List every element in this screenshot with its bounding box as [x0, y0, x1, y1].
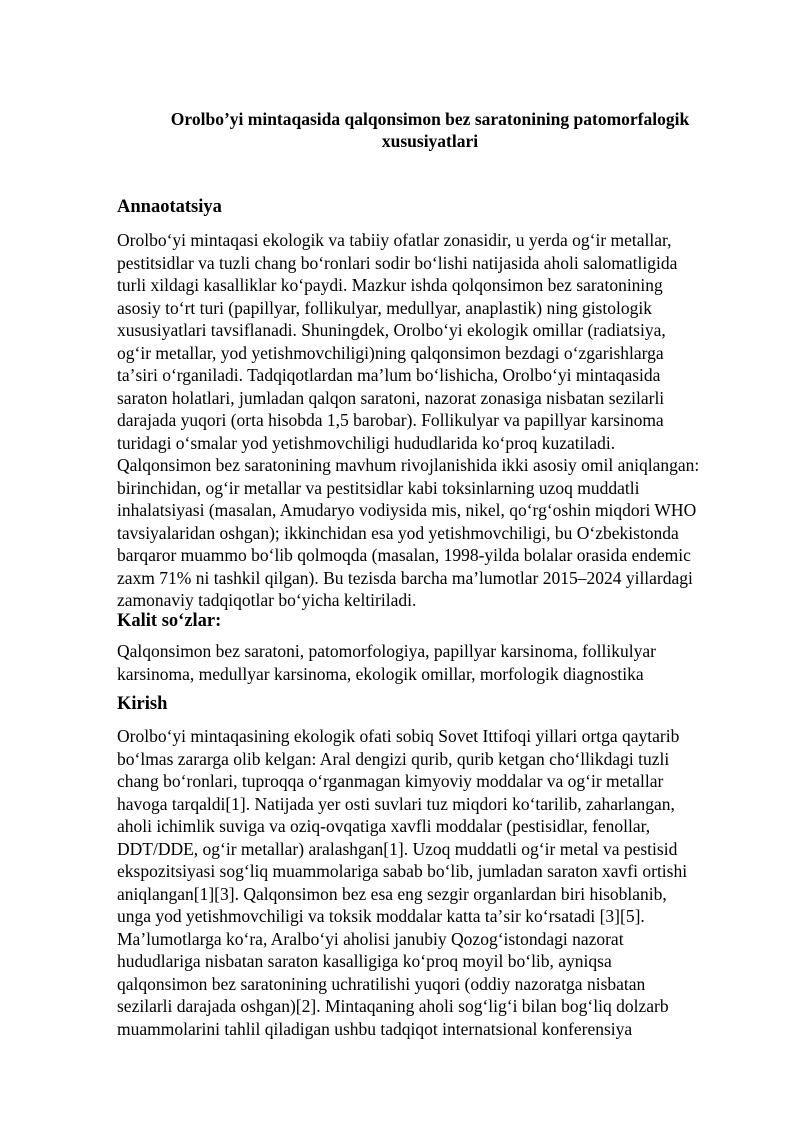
- section-heading-keywords: Kalit soʻzlar:: [117, 611, 222, 631]
- text-line: pestitsidlar va tuzli chang boʻronlari sodir boʻlishi natijasida aholi salomatligida: [117, 252, 678, 273]
- text-line: tavsiyalaridan oshgan); ikkinchidan esa yod yetishmovchiligi, bu Oʻzbekistonda: [117, 522, 679, 543]
- annotation-paragraph: [117, 229, 737, 612]
- text-line: taʼsiri oʻrganiladi. Tadqiqotlardan maʼlum boʻlishicha, Orolboʻyi mintaqasida: [117, 365, 661, 385]
- keywords-paragraph: [117, 640, 737, 685]
- text-line: DDT/DDE, ogʻir metallar) aralashgan[1]. Uzoq muddatli ogʻir metal va pestisid: [117, 838, 678, 859]
- text-line: barqaror muammo boʻlib qolmoqda (masalan, 1998-yilda bolalar orasida endemic: [117, 545, 691, 565]
- text-line: chang boʻronlari, tuproqqa oʻrganmagan kimyoviy moddalar va ogʻir metallar: [117, 771, 664, 791]
- text-line: Orolboʻyi mintaqasi ekologik va tabiiy ofatlar zonasidir, u yerda ogʻir metallar,: [117, 230, 672, 250]
- text-line: aholi ichimlik suviga va oziq-ovqatiga xavfli moddalar (pestisidlar, fenollar,: [117, 816, 651, 836]
- text-line: Qalqonsimon bez saratoni, patomorfologiya, papillyar karsinoma, follikulyar: [117, 641, 656, 661]
- text-line: aniqlangan[1][3]. Qalqonsimon bez esa eng sezgir organlardan biri hisoblanib,: [117, 883, 667, 904]
- title-line: xususiyatlari: [381, 131, 479, 151]
- text-line: muammolarini tahlil qiladigan ushbu tadqiqot internatsional konferensiya: [117, 1018, 633, 1039]
- text-line: zamonaviy tadqiqotlar boʻyicha keltiriladi.: [117, 590, 417, 610]
- text-line: Maʼlumotlarga koʻra, Aralboʻyi aholisi janubiy Qozogʻistondagi nazorat: [117, 928, 624, 949]
- text-line: darajada yuqori (orta hisobda 1,5 barobar). Follikulyar va papillyar karsinoma: [117, 410, 664, 430]
- section-heading-introduction: Kirish: [117, 694, 168, 714]
- text-line: boʻlmas zararga olib kelgan: Aral dengizi qurib, qurib ketgan choʻllikdagi tuzli: [117, 748, 670, 769]
- text-line: birinchidan, ogʻir metallar va pestitsidlar kabi toksinlarning uzoq muddatli: [117, 477, 640, 498]
- text-line: inhalatsiyasi (masalan, Amudaryo vodiysida mis, nikel, qoʻrgʻoshin miqdori WHO: [117, 500, 697, 520]
- text-line: turidagi oʻsmalar yod yetishmovchiligi hududlarida koʻproq kuzatiladi.: [117, 432, 616, 453]
- text-line: turli xildagi kasalliklar koʻpaydi. Mazkur ishda qolqonsimon bez saratonining: [117, 275, 663, 295]
- paper-title: [130, 108, 730, 152]
- title-line: Orolbo’yi mintaqasida qalqonsimon bez saratonining patomorfalogik: [170, 109, 690, 129]
- introduction-paragraph: [117, 725, 737, 1040]
- text-line: sezilarli darajada oshgan)[2]. Mintaqaning aholi sogʻligʻi bilan bogʻliq dolzarb: [117, 996, 669, 1016]
- section-heading-annotation: Annaotatsiya: [117, 197, 222, 217]
- text-line: havoga tarqaldi[1]. Natijada yer osti suvlari tuz miqdori koʻtarilib, zaharlangan,: [117, 793, 675, 814]
- text-line: karsinoma, medullyar karsinoma, ekologik omillar, morfologik diagnostika: [117, 663, 644, 684]
- text-line: ogʻir metallar, yod yetishmovchiligi)ning qalqonsimon bezdagi oʻzgarishlarga: [117, 342, 664, 363]
- text-line: Qalqonsimon bez saratonining mavhum rivojlanishida ikki asosiy omil aniqlangan:: [117, 455, 700, 475]
- text-line: zaxm 71% ni tashkil qilgan). Bu tezisda barcha maʼlumotlar 2015–2024 yillardagi: [117, 567, 693, 588]
- text-line: ekspozitsiyasi sogʻliq muammolariga sabab boʻlib, jumladan saraton xavfi ortishi: [117, 861, 688, 881]
- text-line: qalqonsimon bez saratonining uchratilishi yuqori (oddiy nazoratga nisbatan: [117, 973, 646, 994]
- text-line: unga yod yetishmovchiligi va toksik moddalar katta taʼsir koʻrsatadi [3][5].: [117, 906, 645, 926]
- text-line: Orolboʻyi mintaqasining ekologik ofati sobiq Sovet Ittifoqi yillari ortga qaytarib: [117, 726, 680, 746]
- text-line: asosiy toʻrt turi (papillyar, follikulyar, medullyar, anaplastik) ning gistologik: [117, 297, 652, 318]
- text-line: hududlariga nisbatan saraton kasalligiga koʻproq moyil boʻlib, ayniqsa: [117, 951, 612, 971]
- text-line: xususiyatlari tavsiflanadi. Shuningdek, Orolboʻyi ekologik omillar (radiatsiya,: [117, 320, 666, 340]
- text-line: saraton holatlari, jumladan qalqon saratoni, nazorat zonasiga nisbatan sezilarli: [117, 387, 665, 408]
